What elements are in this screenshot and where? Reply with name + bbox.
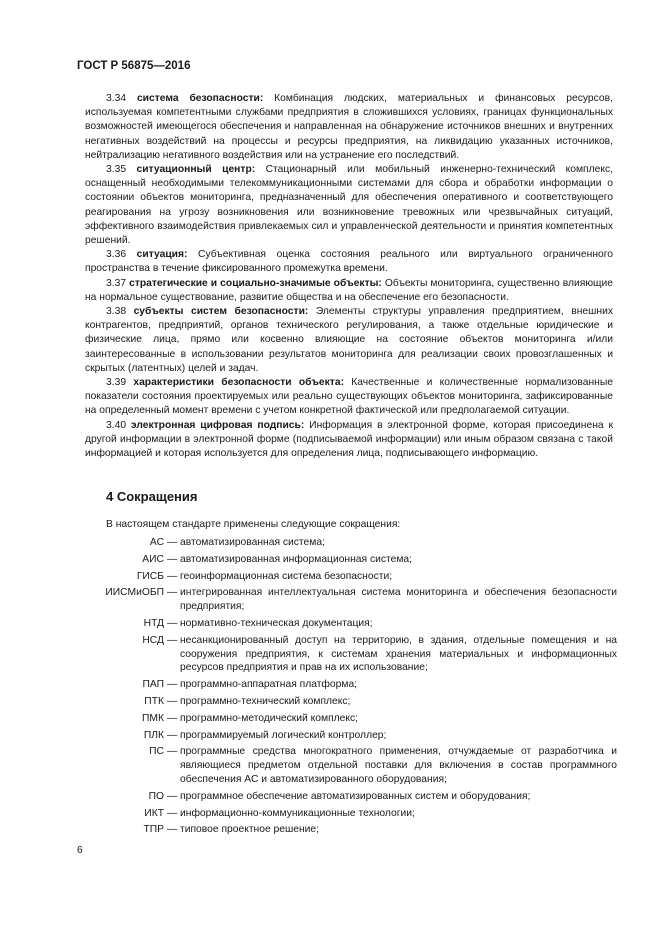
term-name: ситуация: (136, 249, 188, 261)
term-number: 3.40 (106, 419, 127, 431)
term-name: стратегические и социально-значимые объекты: (129, 277, 382, 289)
term-number: 3.34 (106, 93, 127, 104)
term-entry (85, 419, 613, 462)
abbreviation-definition: программные средства многократного применения, отчуждаемые от разработчика и являющиеся предметом отдельной поставки для включения в состав программного обеспечения АС и автоматизированного оборудования; (180, 746, 617, 785)
abbreviation-dash: — (167, 617, 178, 629)
term-number: 3.35 (106, 164, 127, 176)
abbreviation-definition: программно-методический комплекс; (180, 712, 359, 724)
abbreviation-dash: — (167, 746, 178, 758)
term-definition: Комбинация людских, материальных и финансовых ресурсов, используемая компетентными службами предприятия в сложившихся условиях, границах функциональных возможностей имеющегося обеспечения и направленная на обнаружение источников внешних и внутренних негативных воздействий на процессы и ресурсы предприятия, на ликвидацию указанных источников, нейтрализацию негативного воздействия или на устранение его последствий. (85, 93, 613, 161)
term-definition: Информация в электронной форме, которая присоединена к другой информации в электронной форме (подписываемой информации) или иным образом связана с такой информацией и которая используется для определения лица, подписывающего информацию. (85, 419, 613, 460)
abbreviation: ПЛК (143, 729, 164, 741)
abbreviation-item (72, 634, 617, 675)
abbreviation-item (72, 712, 617, 726)
abbreviation-definition: автоматизированная информационная система; (180, 553, 413, 565)
abbreviation-dash: — (167, 729, 178, 741)
term-entry (85, 248, 613, 276)
abbreviation: ИИСМиОБП (105, 587, 164, 599)
term-number: 3.37 (106, 277, 127, 289)
term-definition: Стационарный или мобильный инженерно-технический комплекс, оснащенный необходимыми телекоммуникационными системами для сбора и обработки информации о состоянии объектов мониторинга, предназначенный для обеспечения оперативного и соответствующего реагирования на угрозу возникновения или возникновение тревожных или чрезвычайных ситуаций, эффективного взаимодействия привлекаемых сил и управленческой деятельности и принятия компетентных решений. (85, 164, 613, 247)
term-definition: Субъективная оценка состояния реального или виртуального ограниченного пространства в течение фиксированного промежутка времени. (85, 249, 613, 275)
term-entry (85, 277, 613, 305)
term-number: 3.36 (106, 249, 127, 261)
abbreviation: АИС (142, 553, 164, 565)
abbreviation-definition: интегрированная интеллектуальная система мониторинга и обеспечения безопасности предприятия; (180, 587, 617, 613)
abbreviation: НТД (143, 617, 164, 629)
abbreviation: АС (149, 537, 164, 548)
section-intro: В настоящем стандарте применены следующие сокращения: (106, 519, 401, 530)
abbreviation-definition: программируемый логический контроллер; (180, 729, 387, 741)
term-name: характеристики безопасности объекта: (133, 377, 344, 389)
term-entry (85, 163, 613, 248)
abbreviation-item (72, 553, 617, 567)
abbreviation-dash: — (167, 587, 178, 599)
abbreviation-dash: — (167, 570, 178, 582)
abbreviation-definition: программное обеспечение автоматизированных систем и оборудования; (180, 790, 531, 802)
abbreviation-item (72, 729, 617, 743)
abbreviation-item (72, 807, 617, 821)
abbreviation: ПО (148, 790, 164, 802)
abbreviation-dash: — (167, 824, 178, 836)
abbreviation-definition: программно-аппаратная платформа; (180, 679, 358, 691)
abbreviation: ПТК (144, 695, 164, 707)
abbreviation-definition: автоматизированная система; (180, 537, 325, 548)
abbreviation-item (72, 570, 617, 584)
abbreviation-dash: — (167, 712, 178, 724)
term-definition: Элементы структуры управления предприятием, внешних контрагентов, предприятий, органов технического регулирования, а также отдельные юридические и физические лица, прямо или косвенно влияющие на состояние объектов мониторинга и/или заинтересованные в использовании результатов мониторинга для реализации своих провозглашенных и скрытых (латентных) целей и задач. (85, 306, 613, 374)
abbreviation-dash: — (167, 679, 178, 691)
abbreviation-dash: — (167, 790, 178, 802)
abbreviation: ТПР (143, 824, 164, 836)
abbreviation-dash: — (167, 695, 178, 707)
term-entry (85, 305, 613, 376)
abbreviation-definition: несанкционированный доступ на территорию, в здания, отдельные помещения и на сооружения предприятия, к системам хранения материальных и информационных ресурсов предприятия и прав на их использование; (180, 634, 617, 674)
abbreviation-dash: — (167, 807, 178, 819)
page-number: 6 (77, 845, 83, 856)
abbreviation-item (72, 745, 617, 786)
terms-section (85, 92, 613, 461)
abbreviation: ПМК (142, 712, 164, 724)
abbreviation-item (72, 678, 617, 692)
abbreviation: ПС (149, 746, 164, 758)
term-entry (85, 92, 613, 163)
term-name: субъекты систем безопасности: (133, 306, 309, 318)
abbreviation: ГИСБ (136, 570, 164, 582)
abbreviation: НСД (142, 634, 164, 646)
abbreviation-item (72, 617, 617, 631)
abbreviation: ПАП (142, 679, 164, 691)
abbreviation-item (72, 695, 617, 709)
term-name: система безопасности: (136, 93, 264, 104)
abbreviation-definition: типовое проектное решение; (180, 824, 319, 836)
abbreviation-dash: — (167, 553, 178, 565)
abbreviation-dash: — (167, 634, 178, 646)
term-name: ситуационный центр: (136, 164, 256, 176)
abbreviation-definition: геоинформационная система безопасности; (180, 570, 393, 582)
term-definition: Объекты мониторинга, существенно влияющие на нормальное существование, развитие общества и на обеспечение его безопасности. (85, 277, 613, 303)
abbreviation-item (72, 586, 617, 614)
abbreviation-list (72, 533, 617, 837)
abbreviation-item (72, 536, 617, 550)
abbreviation-item (72, 823, 617, 837)
section-heading: 4 Сокращения (106, 489, 198, 504)
abbreviation-definition: программно-технический комплекс; (180, 695, 351, 707)
abbreviation-item (72, 790, 617, 804)
abbreviation-dash: — (167, 537, 178, 548)
abbreviation-definition: нормативно-техническая документация; (180, 617, 373, 629)
term-number: 3.38 (106, 306, 127, 318)
abbreviation-definition: информационно-коммуникационные технологии; (180, 807, 415, 819)
term-entry (85, 376, 613, 419)
term-number: 3.39 (106, 377, 127, 389)
term-definition: Качественные и количественные нормализованные показатели состояния проектируемых или реально существующих объектов мониторинга, зафиксированные на определенный момент времени с учетом конкретной фактической или предполагаемой ситуации. (85, 377, 613, 417)
abbreviation: ИКТ (144, 807, 164, 819)
document-header: ГОСТ Р 56875—2016 (77, 60, 191, 72)
term-name: электронная цифровая подпись: (130, 419, 305, 431)
